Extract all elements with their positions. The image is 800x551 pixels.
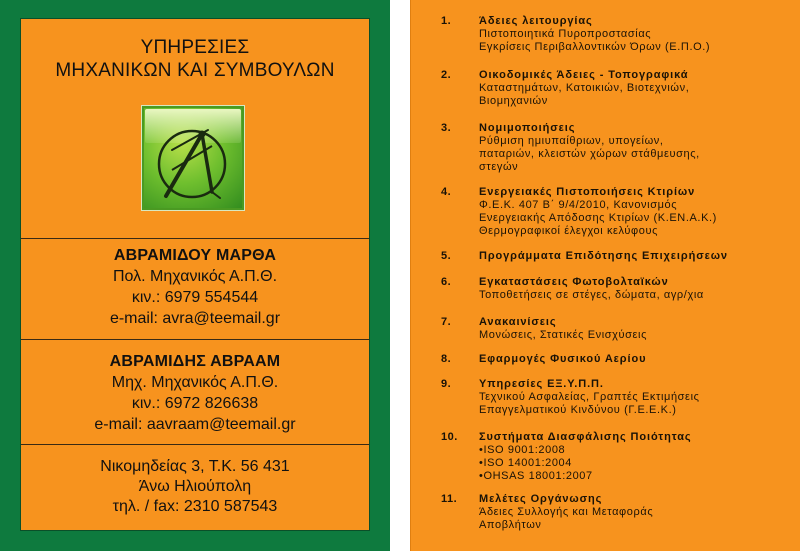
- services-panel: [410, 0, 800, 551]
- service-line: Επαγγελματικού Κινδύνου (Γ.Ε.Ε.Κ.): [479, 404, 677, 416]
- service-line: Ενεργειακής Απόδοσης Κτιρίων (Κ.ΕΝ.Α.Κ.): [479, 212, 717, 224]
- service-description: [479, 135, 700, 174]
- person-card-1: [21, 245, 369, 329]
- service-line: Άδειες Συλλογής και Μεταφοράς: [479, 506, 654, 518]
- service-line: Μονώσεις, Στατικές Ενισχύσεις: [479, 329, 647, 341]
- service-title: Εφαρμογές Φυσικού Αερίου: [479, 353, 647, 365]
- address-block: [21, 457, 369, 517]
- person-title: Πολ. Μηχανικός Α.Π.Θ.: [112, 268, 278, 285]
- service-title: Νομιμοποιήσεις: [479, 122, 576, 134]
- person-email[interactable]: e-mail: aavraam@teemail.gr: [94, 416, 296, 433]
- service-line: Καταστημάτων, Κατοικιών, Βιοτεχνιών,: [479, 82, 690, 94]
- divider: [21, 339, 369, 340]
- service-number: 4.: [441, 186, 452, 198]
- service-description: [479, 506, 653, 532]
- service-number: 11.: [441, 493, 458, 505]
- service-number: 10.: [441, 431, 458, 443]
- person-mobile: κιν.: 6979 554544: [131, 289, 259, 306]
- divider: [21, 238, 369, 239]
- service-description: [479, 82, 689, 108]
- service-title: Εγκαταστάσεις Φωτοβολταϊκών: [479, 276, 669, 288]
- service-line: Πιστοποιητικά Πυροπροστασίας: [479, 28, 652, 40]
- service-number: 9.: [441, 378, 452, 390]
- person-name: ΑΒΡΑΜΙΔΟΥ ΜΑΡΘΑ: [113, 247, 277, 264]
- service-description: [479, 391, 700, 417]
- company-title-line: ΜΗΧΑΝΙΚΩΝ ΚΑΙ ΣΥΜΒΟΥΛΩΝ: [55, 60, 335, 81]
- service-description: [479, 329, 647, 342]
- service-title: Ανακαινίσεις: [479, 316, 557, 328]
- service-number: 7.: [441, 316, 452, 328]
- service-number: 8.: [441, 353, 452, 365]
- divider: [21, 444, 369, 445]
- contact-card: [20, 18, 370, 531]
- service-line: Αποβλήτων: [479, 519, 542, 531]
- company-title-line: ΥΠΗΡΕΣΙΕΣ: [140, 37, 250, 58]
- service-number: 6.: [441, 276, 452, 288]
- service-title: Συστήματα Διασφάλισης Ποιότητας: [479, 431, 692, 443]
- address-street: Νικομηδείας 3, Τ.Κ. 56 431: [100, 458, 290, 475]
- left-panel: [0, 0, 390, 551]
- service-line: παταριών, κλειστών χώρων στάθμευσης,: [479, 148, 700, 160]
- service-description: [479, 28, 710, 54]
- company-title: [21, 36, 369, 82]
- service-title: Μελέτες Οργάνωσης: [479, 493, 603, 505]
- service-line: στεγών: [479, 161, 519, 173]
- service-title: Οικοδομικές Άδειες - Τοπογραφικά: [479, 69, 689, 81]
- service-line: Ρύθμιση ημιυπαίθριων, υπογείων,: [479, 135, 664, 147]
- person-email[interactable]: e-mail: avra@teemail.gr: [109, 310, 281, 327]
- service-title: Υπηρεσίες ΕΞ.Υ.Π.Π.: [479, 378, 604, 390]
- service-number: 1.: [441, 15, 452, 27]
- service-line: •ISO 14001:2004: [479, 457, 572, 469]
- service-title: Προγράμματα Επιδότησης Επιχειρήσεων: [479, 250, 728, 262]
- service-title: Άδειες λειτουργίας: [479, 15, 593, 27]
- address-area: Άνω Ηλιούπολη: [138, 478, 252, 495]
- service-number: 3.: [441, 122, 452, 134]
- service-description: [479, 444, 593, 483]
- service-number: 5.: [441, 250, 452, 262]
- service-description: [479, 289, 704, 302]
- service-line: Θερμογραφικοί έλεγχοι κελύφους: [479, 225, 658, 237]
- service-number: 2.: [441, 69, 452, 81]
- person-title: Μηχ. Μηχανικός Α.Π.Θ.: [111, 374, 279, 391]
- service-line: Βιομηχανιών: [479, 95, 548, 107]
- service-line: Τοποθετήσεις σε στέγες, δώματα, αγρ/χια: [479, 289, 704, 301]
- service-line: Τεχνικού Ασφαλείας, Γραπτές Εκτιμήσεις: [479, 391, 700, 403]
- service-description: [479, 199, 717, 238]
- service-line: •ISO 9001:2008: [479, 444, 566, 456]
- person-mobile: κιν.: 6972 826638: [131, 395, 259, 412]
- compass-drawing: [142, 106, 246, 212]
- service-line: Εγκρίσεις Περιβαλλοντικών Όρων (Ε.Π.Ο.): [479, 41, 711, 53]
- service-title: Ενεργειακές Πιστοποιήσεις Κτιρίων: [479, 186, 696, 198]
- person-card-2: [21, 351, 369, 435]
- service-line: Φ.Ε.Κ. 407 Β΄ 9/4/2010, Κανονισμός: [479, 199, 678, 211]
- person-name: ΑΒΡΑΜΙΔΗΣ ΑΒΡΑΑΜ: [109, 353, 281, 370]
- address-phone: τηλ. / fax: 2310 587543: [112, 498, 278, 515]
- service-line: •OHSAS 18001:2007: [479, 470, 593, 482]
- compass-icon: [141, 105, 245, 211]
